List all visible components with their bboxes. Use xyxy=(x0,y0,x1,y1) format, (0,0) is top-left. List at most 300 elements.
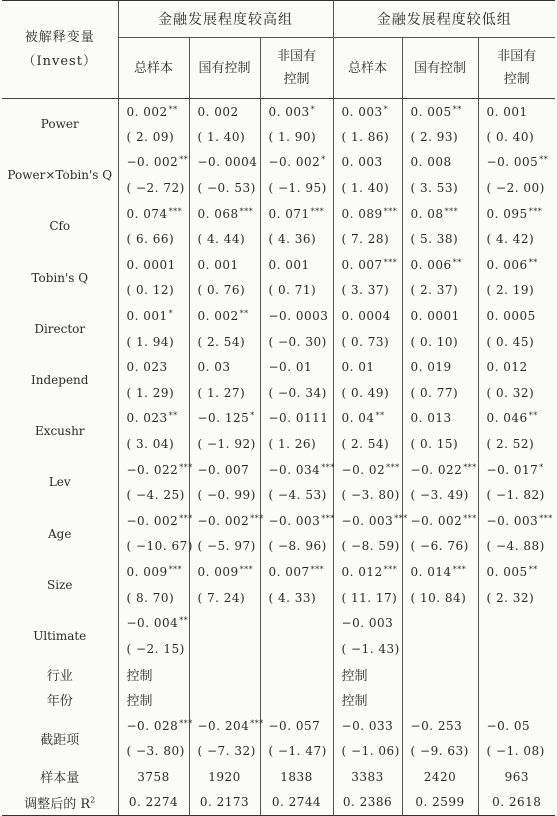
significance-stars: ** xyxy=(528,564,538,574)
coefficient-value: 0. 001 xyxy=(486,104,528,119)
t-statistic-cell: ( −0. 99) xyxy=(189,482,260,508)
coefficient-value: 0. 019 xyxy=(410,360,452,375)
subheader-nonsoe-high xyxy=(260,38,333,99)
coefficient-cell xyxy=(402,457,478,483)
coefficient-cell xyxy=(333,201,402,227)
coefficient-cell xyxy=(118,457,193,483)
coefficient-value: 0. 012 xyxy=(341,564,383,579)
significance-stars: *** xyxy=(452,564,467,574)
coefficient-cell xyxy=(478,150,555,176)
coefficient-cell xyxy=(260,713,333,739)
coefficient-value: 0. 007 xyxy=(341,257,383,272)
significance-stars: * xyxy=(321,155,326,165)
coefficient-cell xyxy=(402,713,478,739)
t-statistic-cell: ( 0. 32) xyxy=(478,380,555,406)
t-statistic-cell: ( 8. 70) xyxy=(118,585,189,611)
coefficient-value: 0. 001 xyxy=(197,257,239,272)
coefficient-cell xyxy=(478,713,555,739)
coefficient-cell xyxy=(333,303,402,329)
coefficient-value: 0. 006 xyxy=(410,257,452,272)
significance-stars: *** xyxy=(239,564,254,574)
significance-stars: *** xyxy=(383,257,398,267)
control-cell xyxy=(260,662,333,688)
coefficient-value: 0. 012 xyxy=(486,360,528,375)
coefficient-value: −0. 004 xyxy=(126,616,179,631)
significance-stars: *** xyxy=(179,462,193,472)
t-statistic-cell: ( −10. 67) xyxy=(118,534,189,560)
nonsoe-line1: 非国有 xyxy=(497,49,537,64)
t-statistic-cell: ( −1. 47) xyxy=(260,738,333,764)
table-row xyxy=(2,303,555,329)
coefficient-value: −0. 003 xyxy=(268,513,321,528)
coefficient-value: −0. 204 xyxy=(197,718,250,733)
coefficient-value: 0. 001 xyxy=(268,257,310,272)
coefficient-cell xyxy=(189,559,260,585)
coefficient-cell xyxy=(118,252,189,278)
significance-stars: *** xyxy=(250,718,264,728)
coefficient-cell xyxy=(260,457,333,483)
significance-stars: * xyxy=(539,462,544,472)
significance-stars: *** xyxy=(239,206,254,216)
t-statistic-cell: ( 4. 44) xyxy=(189,226,260,252)
intercept-label: 截距项 xyxy=(40,732,80,748)
table-row xyxy=(2,457,555,483)
t-statistic-cell: ( 10. 84) xyxy=(402,585,478,611)
variable-label: Size xyxy=(47,577,73,592)
sample-size-cell: 1920 xyxy=(189,764,260,790)
coefficient-value: −0. 003 xyxy=(341,616,394,631)
coefficient-value: 0. 01 xyxy=(341,360,375,375)
t-statistic-cell: ( −4. 25) xyxy=(118,482,189,508)
adj-r2-cell: 0. 2386 xyxy=(333,790,402,816)
significance-stars: ** xyxy=(528,257,538,267)
coefficient-cell xyxy=(333,559,402,585)
control-cell xyxy=(478,687,555,713)
coefficient-cell xyxy=(402,303,478,329)
coefficient-value: −0. 033 xyxy=(341,718,394,733)
subheader-total-low: 总样本 xyxy=(333,38,402,99)
t-statistic-cell: ( −3. 80) xyxy=(118,738,189,764)
t-statistic-cell xyxy=(402,636,478,662)
significance-stars: * xyxy=(168,309,174,319)
coefficient-cell xyxy=(402,354,478,380)
coefficient-value: −0. 01 xyxy=(268,360,313,375)
significance-stars: *** xyxy=(383,564,398,574)
significance-stars: *** xyxy=(179,718,193,728)
control-row xyxy=(2,687,555,713)
variable-label: Cfo xyxy=(49,219,71,234)
coefficient-cell xyxy=(333,610,402,636)
coefficient-cell xyxy=(260,559,333,585)
coefficient-value: 0. 089 xyxy=(341,206,383,221)
significance-stars: ** xyxy=(375,411,385,421)
adj-r2-label xyxy=(2,790,118,816)
t-statistic-cell: ( 3. 04) xyxy=(118,431,189,457)
significance-stars: *** xyxy=(386,462,400,472)
coefficient-value: 0. 014 xyxy=(410,564,452,579)
t-statistic-cell: ( −1. 95) xyxy=(260,175,333,201)
nonsoe-line2: 控制 xyxy=(503,72,530,87)
coefficient-value: 0. 023 xyxy=(126,360,168,375)
control-cell: 控制 xyxy=(118,662,189,688)
coefficient-cell xyxy=(118,354,189,380)
nonsoe-line2: 控制 xyxy=(283,72,310,87)
t-statistic-cell: ( −1. 06) xyxy=(333,738,402,764)
t-statistic-cell: ( 1. 90) xyxy=(260,124,333,150)
coefficient-cell xyxy=(260,610,333,636)
coefficient-value: 0. 001 xyxy=(126,309,168,324)
dep-var-name: 被解释变量 xyxy=(24,29,95,45)
coefficient-cell xyxy=(478,303,555,329)
significance-stars: ** xyxy=(528,411,538,421)
low-finance-group-header: 金融发展程度较低组 xyxy=(333,1,555,38)
significance-stars: ** xyxy=(539,155,549,165)
coefficient-value: −0. 125 xyxy=(197,411,250,426)
table-body xyxy=(2,99,555,816)
t-statistic-cell: ( 0. 45) xyxy=(478,329,555,355)
coefficient-cell xyxy=(402,99,478,125)
t-statistic-cell: ( −1. 92) xyxy=(189,431,260,457)
sample-size-cell: 3383 xyxy=(333,764,402,790)
coefficient-value: −0. 002 xyxy=(126,513,179,528)
t-statistic-cell: ( −4. 53) xyxy=(260,482,333,508)
table-row xyxy=(2,354,555,380)
significance-stars: * xyxy=(310,104,316,114)
table-row xyxy=(2,201,555,227)
significance-stars: ** xyxy=(168,104,178,114)
coefficient-cell xyxy=(478,99,555,125)
t-statistic-cell: ( 0. 71) xyxy=(260,278,333,304)
coefficient-cell xyxy=(402,252,478,278)
variable-label: Tobin's Q xyxy=(31,270,89,285)
subheader-total-high: 总样本 xyxy=(118,38,189,99)
coefficient-cell xyxy=(260,508,333,534)
coefficient-value: 0. 03 xyxy=(197,360,231,375)
t-statistic-cell: ( 2. 32) xyxy=(478,585,555,611)
significance-stars: *** xyxy=(250,513,264,523)
nonsoe-line1: 非国有 xyxy=(277,49,317,64)
coefficient-value: −0. 0111 xyxy=(268,411,329,426)
coefficient-cell xyxy=(333,252,402,278)
coefficient-value: 0. 002 xyxy=(197,309,239,324)
control-cell xyxy=(260,687,333,713)
coefficient-cell xyxy=(260,99,333,125)
coefficient-value: 0. 046 xyxy=(486,411,528,426)
significance-stars: *** xyxy=(444,206,459,216)
coefficient-value: −0. 002 xyxy=(197,513,250,528)
coefficient-value: 0. 095 xyxy=(486,206,528,221)
t-statistic-cell xyxy=(478,636,555,662)
t-statistic-cell: ( −9. 63) xyxy=(402,738,478,764)
coefficient-value: 0. 009 xyxy=(197,564,239,579)
significance-stars: ** xyxy=(239,309,249,319)
coefficient-cell xyxy=(118,303,189,329)
t-statistic-cell: ( −3. 49) xyxy=(402,482,478,508)
coefficient-cell xyxy=(402,201,478,227)
coefficient-value: 0. 005 xyxy=(410,104,452,119)
coefficient-cell xyxy=(260,150,333,176)
significance-stars: * xyxy=(383,104,389,114)
coefficient-cell xyxy=(189,457,260,483)
significance-stars: *** xyxy=(528,206,543,216)
t-statistic-cell: ( 2. 19) xyxy=(478,278,555,304)
coefficient-cell xyxy=(478,610,555,636)
table-row xyxy=(2,150,555,176)
coefficient-cell xyxy=(478,354,555,380)
subheader-nonsoe-low xyxy=(478,38,555,99)
significance-stars: ** xyxy=(179,616,189,626)
t-statistic-cell: ( −2. 15) xyxy=(118,636,189,662)
coefficient-value: −0. 005 xyxy=(486,155,539,170)
t-statistic-cell: ( −1. 82) xyxy=(478,482,555,508)
coefficient-value: 0. 008 xyxy=(410,155,452,170)
t-statistic-cell: ( 0. 76) xyxy=(189,278,260,304)
t-statistic-cell: ( 4. 36) xyxy=(260,226,333,252)
coefficient-cell xyxy=(189,201,260,227)
significance-stars: ** xyxy=(452,104,462,114)
t-statistic-cell: ( 1. 86) xyxy=(333,124,402,150)
coefficient-value: 0. 007 xyxy=(268,564,310,579)
coefficient-value: 0. 08 xyxy=(410,206,444,221)
coefficient-value: 0. 0004 xyxy=(341,309,391,324)
significance-stars: *** xyxy=(539,513,553,523)
t-statistic-cell: ( 11. 17) xyxy=(333,585,402,611)
coefficient-value: −0. 002 xyxy=(126,155,179,170)
significance-stars: *** xyxy=(321,462,335,472)
coefficient-value: −0. 022 xyxy=(410,462,463,477)
variable-label: Lev xyxy=(48,475,71,490)
adj-r2-text: 调整后的 R xyxy=(24,796,91,812)
coefficient-value: −0. 022 xyxy=(126,462,179,477)
control-label: 行业 xyxy=(46,668,73,684)
coefficient-value: −0. 002 xyxy=(410,513,463,528)
adj-r2-cell: 0. 2744 xyxy=(260,790,333,816)
coefficient-cell xyxy=(189,252,260,278)
coefficient-cell xyxy=(118,610,189,636)
coefficient-value: −0. 0004 xyxy=(197,155,258,170)
coefficient-value: 0. 002 xyxy=(197,104,239,119)
coefficient-cell xyxy=(260,354,333,380)
coefficient-cell xyxy=(260,252,333,278)
coefficient-value: 0. 003 xyxy=(341,104,383,119)
dep-var-code: （Invest） xyxy=(22,53,97,69)
t-statistic-cell: ( 7. 28) xyxy=(333,226,402,252)
sample-size-cell: 1838 xyxy=(260,764,333,790)
control-cell xyxy=(189,687,260,713)
coefficient-cell xyxy=(189,99,260,125)
adj-r2-superscript: 2 xyxy=(90,795,96,805)
control-cell xyxy=(478,662,555,688)
t-statistic-cell: ( −7. 32) xyxy=(189,738,260,764)
coefficient-value: 0. 003 xyxy=(268,104,310,119)
variable-label: Power×Tobin's Q xyxy=(7,168,113,183)
coefficient-cell xyxy=(118,559,189,585)
group-header-row xyxy=(2,1,555,38)
coefficient-value: −0. 002 xyxy=(268,155,321,170)
coefficient-value: 0. 002 xyxy=(126,104,168,119)
control-row xyxy=(2,662,555,688)
variable-label: Age xyxy=(48,526,72,541)
t-statistic-cell: ( 1. 40) xyxy=(189,124,260,150)
t-statistic-cell: ( −2. 00) xyxy=(478,175,555,201)
variable-label: Director xyxy=(34,321,86,336)
t-statistic-cell: ( 1. 29) xyxy=(118,380,189,406)
variable-label: Excushr xyxy=(34,424,85,439)
coefficient-value: −0. 05 xyxy=(486,718,531,733)
significance-stars: *** xyxy=(168,206,183,216)
coefficient-cell xyxy=(478,201,555,227)
coefficient-value: −0. 028 xyxy=(126,718,179,733)
significance-stars: *** xyxy=(394,513,408,523)
coefficient-value: 0. 071 xyxy=(268,206,310,221)
coefficient-cell xyxy=(333,99,402,125)
coefficient-cell xyxy=(118,201,189,227)
t-statistic-cell: ( −1. 08) xyxy=(478,738,555,764)
t-statistic-cell: ( −8. 59) xyxy=(333,534,402,560)
t-statistic-cell: ( 2. 52) xyxy=(478,431,555,457)
coefficient-cell xyxy=(118,99,189,125)
coefficient-cell xyxy=(118,406,189,432)
t-statistic-cell xyxy=(189,636,260,662)
t-statistic-cell: ( 7. 24) xyxy=(189,585,260,611)
t-statistic-cell: ( 6. 66) xyxy=(118,226,189,252)
t-statistic-cell: ( −3. 80) xyxy=(333,482,402,508)
sample-size-cell: 963 xyxy=(478,764,555,790)
coefficient-cell xyxy=(189,303,260,329)
subheader-soe-low: 国有控制 xyxy=(402,38,478,99)
significance-stars: ** xyxy=(168,411,178,421)
t-statistic-cell: ( 2. 54) xyxy=(189,329,260,355)
high-finance-group-header: 金融发展程度较高组 xyxy=(118,1,333,38)
t-statistic-cell: ( −4. 88) xyxy=(478,534,555,560)
t-statistic-cell: ( 4. 42) xyxy=(478,226,555,252)
coefficient-value: 0. 003 xyxy=(341,155,383,170)
significance-stars: *** xyxy=(321,513,335,523)
coefficient-value: −0. 003 xyxy=(486,513,539,528)
t-statistic-cell: ( −6. 76) xyxy=(402,534,478,560)
t-statistic-cell: ( 0. 10) xyxy=(402,329,478,355)
table-row xyxy=(2,610,555,636)
coefficient-cell xyxy=(118,150,189,176)
table-row xyxy=(2,99,555,125)
significance-stars: *** xyxy=(463,513,477,523)
coefficient-cell xyxy=(333,508,408,534)
coefficient-value: 0. 013 xyxy=(410,411,452,426)
t-statistic-cell: ( 3. 37) xyxy=(333,278,402,304)
t-statistic-cell: ( 2. 54) xyxy=(333,431,402,457)
t-statistic-cell: ( −5. 97) xyxy=(189,534,260,560)
table-row xyxy=(2,508,555,534)
coefficient-value: 0. 074 xyxy=(126,206,168,221)
table-row xyxy=(2,559,555,585)
t-statistic-cell: ( 5. 38) xyxy=(402,226,478,252)
control-cell xyxy=(402,662,478,688)
coefficient-value: −0. 057 xyxy=(268,718,321,733)
coefficient-value: 0. 0001 xyxy=(126,257,176,272)
coefficient-cell xyxy=(478,559,555,585)
coefficient-value: −0. 0003 xyxy=(268,309,329,324)
coefficient-cell xyxy=(189,150,260,176)
coefficient-value: 0. 009 xyxy=(126,564,168,579)
coefficient-cell xyxy=(333,150,402,176)
significance-stars: *** xyxy=(310,564,325,574)
coefficient-cell xyxy=(189,354,260,380)
regression-table xyxy=(2,0,555,816)
coefficient-value: 0. 006 xyxy=(486,257,528,272)
sample-size-cell: 3758 xyxy=(118,764,189,790)
coefficient-value: −0. 034 xyxy=(268,462,321,477)
coefficient-cell xyxy=(189,713,264,739)
t-statistic-cell: ( 1. 26) xyxy=(260,431,333,457)
significance-stars: *** xyxy=(383,206,398,216)
significance-stars: ** xyxy=(452,257,462,267)
coefficient-cell xyxy=(478,406,555,432)
coefficient-cell xyxy=(118,508,193,534)
t-statistic-cell: ( 2. 37) xyxy=(402,278,478,304)
coefficient-cell xyxy=(402,508,478,534)
coefficient-cell xyxy=(478,252,555,278)
control-cell xyxy=(402,687,478,713)
subheader-soe-high: 国有控制 xyxy=(189,38,260,99)
intercept-row xyxy=(2,713,555,739)
adj-r2-cell: 0. 2599 xyxy=(402,790,478,816)
coefficient-value: 0. 0005 xyxy=(486,309,536,324)
coefficient-value: 0. 023 xyxy=(126,411,168,426)
control-cell xyxy=(189,662,260,688)
t-statistic-cell: ( 0. 15) xyxy=(402,431,478,457)
t-statistic-cell: ( 1. 94) xyxy=(118,329,189,355)
t-statistic-cell: ( −0. 34) xyxy=(260,380,333,406)
significance-stars: *** xyxy=(310,206,325,216)
t-statistic-cell: ( 0. 12) xyxy=(118,278,189,304)
coefficient-value: −0. 02 xyxy=(341,462,386,477)
coefficient-value: −0. 253 xyxy=(410,718,463,733)
t-statistic-cell: ( −0. 53) xyxy=(189,175,260,201)
coefficient-cell xyxy=(402,610,478,636)
coefficient-cell xyxy=(478,457,555,483)
significance-stars: ** xyxy=(179,155,189,165)
t-statistic-cell: ( 0. 49) xyxy=(333,380,402,406)
table-row xyxy=(2,252,555,278)
coefficient-cell xyxy=(189,610,260,636)
t-statistic-cell: ( 1. 40) xyxy=(333,175,402,201)
t-statistic-cell: ( 2. 93) xyxy=(402,124,478,150)
coefficient-cell xyxy=(333,354,402,380)
adj-r2-row xyxy=(2,790,555,816)
coefficient-value: 0. 04 xyxy=(341,411,375,426)
significance-stars: *** xyxy=(168,564,183,574)
coefficient-value: 0. 068 xyxy=(197,206,239,221)
t-statistic-cell: ( 0. 40) xyxy=(478,124,555,150)
coefficient-cell xyxy=(478,508,555,534)
coefficient-value: −0. 007 xyxy=(197,462,250,477)
coefficient-value: 0. 0001 xyxy=(410,309,460,324)
dependent-variable-header xyxy=(2,1,118,99)
adj-r2-cell: 0. 2618 xyxy=(478,790,555,816)
t-statistic-cell xyxy=(260,636,333,662)
t-statistic-cell: ( −1. 43) xyxy=(333,636,402,662)
significance-stars: *** xyxy=(463,462,477,472)
coefficient-cell xyxy=(260,303,333,329)
coefficient-cell xyxy=(189,508,264,534)
coefficient-cell xyxy=(260,406,333,432)
control-cell: 控制 xyxy=(118,687,189,713)
control-cell: 控制 xyxy=(333,662,402,688)
t-statistic-cell: ( 0. 77) xyxy=(402,380,478,406)
sample-size-row xyxy=(2,764,555,790)
control-label: 年份 xyxy=(46,694,73,710)
coefficient-cell xyxy=(260,201,333,227)
